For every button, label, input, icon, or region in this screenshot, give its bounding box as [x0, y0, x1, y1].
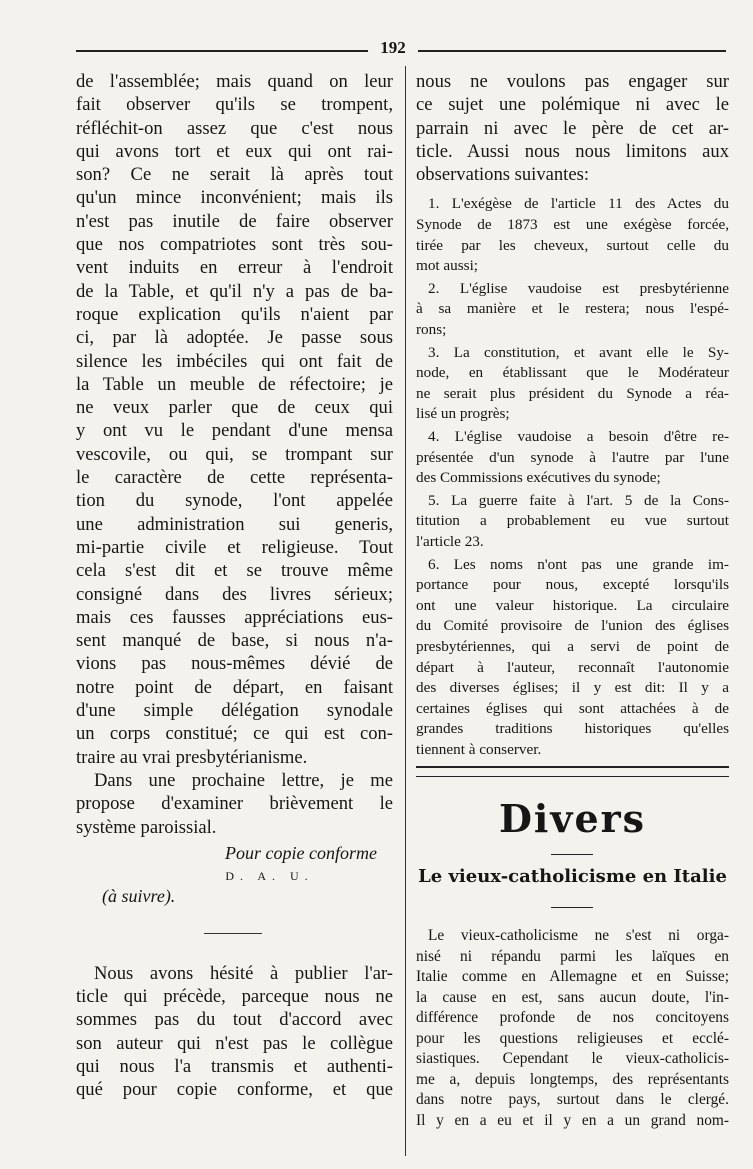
text-line: du Comité provisoire de l'union des églises: [416, 617, 729, 635]
separator-rule: [551, 854, 593, 855]
text-line: fait observer qu'ils se trompent,: [76, 94, 393, 116]
text-line: sommes pas du tout d'accord avec: [76, 1009, 393, 1031]
text-line: qui avons tort et eux qui ont rai-: [76, 140, 393, 162]
text-line: qui nous l'a transmis et authenti-: [76, 1055, 393, 1077]
header-rule-right: [418, 50, 726, 52]
text-line: 1. L'exégèse de l'article 11 des Actes du: [428, 195, 729, 213]
section-double-rule: [416, 766, 729, 777]
observation-item-5: [416, 491, 729, 512]
text-line: vescovile, ou qui, se trompant sur: [76, 443, 393, 465]
text-line: réfléchit-on assez que c'est nous: [76, 117, 393, 139]
text-line: observations suivantes:: [416, 164, 589, 186]
text-line: vions pas nous-mêmes dévié de: [76, 653, 393, 675]
observation-item-4: [416, 427, 729, 448]
text-line: de la Table, et qu'il n'y a pas de ba-: [76, 280, 393, 302]
text-line: Il y en a eu et il y en a un grand nom-: [416, 1111, 729, 1129]
text-line: traire au vrai presbytérianisme.: [76, 746, 308, 768]
column-divider: [405, 66, 406, 1156]
text-line: une administration sui generis,: [76, 513, 393, 535]
observation-item-1: [416, 194, 729, 215]
text-line: titution a probablement eu vue surtout: [416, 512, 729, 530]
text-line: ticle. Aussi nous nous limitons aux: [416, 140, 729, 162]
observation-item-2-cont: [416, 299, 729, 340]
text-line: n'est pas inutile de faire observer: [76, 210, 393, 232]
text-line: départ à l'auteur, reconnaît l'autonomie: [416, 658, 729, 676]
paragraph-table: [76, 70, 393, 769]
text-line: un corps constitué; ce qui est con-: [76, 723, 393, 745]
article-body: [416, 926, 729, 1133]
text-line: presbytériennes, qui a servi de point de: [416, 637, 729, 655]
to-be-continued: (à suivre).: [102, 885, 176, 906]
observation-item-6-cont: [416, 575, 729, 760]
observation-item-3-cont: [416, 363, 729, 425]
text-line: système paroissial.: [76, 816, 217, 838]
text-line: sent manqué de base, si nous n'a-: [76, 630, 393, 652]
text-line: que nos compatriotes sont très sou-: [76, 234, 393, 256]
text-line: ticle qui précède, parceque nous ne: [76, 986, 393, 1008]
text-line: tion du synode, l'ont appelée: [76, 490, 393, 512]
author-initials: D. A. U.: [225, 868, 314, 883]
text-line: ce sujet une polémique ni avec le: [416, 94, 729, 116]
text-line: son auteur qui n'est pas le collègue: [76, 1032, 393, 1054]
section-title: Divers: [498, 796, 647, 841]
paragraph-next-letter: [76, 769, 393, 792]
text-line: 5. La guerre faite à l'art. 5 de la Cons-: [428, 491, 729, 509]
page-number: 192: [380, 38, 406, 57]
text-line: me a, depuis longtemps, des représentants: [416, 1070, 729, 1088]
text-line: nous ne voulons pas engager sur: [416, 71, 729, 92]
text-line: des Commissions exécutives du synode;: [416, 469, 661, 487]
text-line: présentée d'un synode à l'autre par l'une: [416, 448, 729, 466]
text-line: tiennent à conserver.: [416, 740, 542, 758]
text-line: qu'un mince inconvénient; mais ils: [76, 187, 393, 209]
text-line: ci, par là adoptée. Je passe sous: [76, 327, 393, 349]
text-line: Le vieux-catholicisme ne s'est ni orga-: [428, 927, 729, 944]
text-line: consigné dans des livres sérieux;: [76, 583, 393, 605]
text-line: mi-partie civile et religieuse. Tout: [76, 536, 393, 558]
text-line: notre point de départ, en faisant: [76, 676, 393, 698]
text-line: dans notre pays, surtout dans le clergé.: [416, 1091, 729, 1108]
text-line: différence profonde de nos concitoyens: [416, 1009, 729, 1026]
text-line: la Table un meuble de réfectoire; je: [76, 373, 393, 395]
separator-rule: [551, 907, 593, 908]
text-line: mot aussi;: [416, 257, 479, 275]
text-line: Italie comme en Allemagne et en Suisse;: [416, 968, 729, 985]
left-column: [76, 70, 393, 1102]
signature-line: Pour copie conforme: [225, 842, 377, 863]
text-line: grandes traditions historiques qu'elles: [416, 720, 729, 738]
paragraph-editor-note-cont: [76, 985, 393, 1101]
paragraph-intro: [416, 70, 729, 186]
text-line: d'une simple délégation synodale: [76, 700, 393, 722]
text-line: des diverses églises; il y est dit: Il y a: [416, 679, 729, 697]
text-line: mais ces fausses appréciations eus-: [76, 606, 393, 628]
text-line: la cause en est, sans aucun doute, l'in-: [416, 988, 729, 1006]
observation-item-1-cont: [416, 215, 729, 277]
text-line: silence les imbéciles qui ont fait de: [76, 350, 393, 372]
text-line: certaines églises qui sont attachées à de: [416, 699, 729, 717]
text-line: 6. Les noms n'ont pas une grande im-: [428, 555, 729, 573]
text-line: 4. L'église vaudoise a besoin d'être re-: [428, 428, 729, 446]
text-line: son? Ce ne serait là après tout: [76, 164, 393, 186]
paragraph-editor-note: [76, 962, 393, 985]
text-line: lisé un progrès;: [416, 405, 510, 423]
text-line: ne serait plus président du Synode a réa-: [416, 384, 729, 402]
text-line: nisé ni répandu parmi les laïques en: [416, 947, 729, 965]
observation-item-3: [416, 343, 729, 364]
text-line: siastiques. Cependant le vieux-catholicis-: [416, 1050, 729, 1067]
text-line: parrain ni avec le père de cet ar-: [416, 117, 729, 139]
text-line: 3. La constitution, et avant elle le Sy-: [428, 343, 729, 361]
text-line: cela s'est dit et se trouve même: [76, 560, 393, 582]
paragraph-next-letter-cont: [76, 792, 393, 839]
text-line: le caractère de cette représenta-: [76, 467, 393, 489]
text-line: à sa manière et le restera; nous l'espé-: [416, 300, 729, 318]
page-header: [76, 38, 726, 60]
text-line: tirée par les cheveux, surtout celle du: [416, 236, 729, 254]
observation-item-2: [416, 279, 729, 300]
text-line: node, en établissant que le Modérateur: [416, 364, 729, 382]
observation-item-4-cont: [416, 448, 729, 489]
text-line: l'article 23.: [416, 532, 484, 550]
article-paragraph-first-line: [416, 926, 729, 947]
text-line: portance pour nous, excepté lorsqu'ils: [416, 576, 729, 594]
article-subheading: Le vieux-catholicisme en Italie: [418, 866, 727, 887]
text-line: roque explication qu'ils n'aient par: [76, 303, 393, 325]
article-paragraph: [416, 947, 729, 1132]
right-column: [416, 70, 729, 763]
text-line: ne veux parler que de ceux qui: [76, 397, 393, 419]
text-line: y ont vu le pendant d'une mensa: [76, 420, 393, 442]
text-line: vent induits en erreur à l'endroit: [76, 257, 393, 279]
text-line: propose d'examiner brièvement le: [76, 793, 393, 815]
text-line: Dans une prochaine lettre, je me: [94, 769, 393, 791]
text-line: qué pour copie conforme, et que: [76, 1079, 393, 1101]
text-line: ont une valeur historique. La circulaire: [416, 596, 729, 614]
observation-item-6: [416, 555, 729, 576]
text-line: Synode de 1873 est une exégèse forcée,: [416, 216, 729, 234]
text-line: rons;: [416, 321, 447, 339]
text-line: Nous avons hésité à publier l'ar-: [94, 962, 393, 984]
text-line: de l'assemblée; mais quand on leur: [76, 71, 393, 92]
text-line: 2. L'église vaudoise est presbytérienne: [428, 279, 729, 297]
header-rule-left: [76, 50, 368, 52]
separator-rule: [204, 933, 262, 934]
observation-item-5-cont: [416, 511, 729, 552]
text-line: pour les questions religieuses et ecclé-: [416, 1029, 729, 1047]
